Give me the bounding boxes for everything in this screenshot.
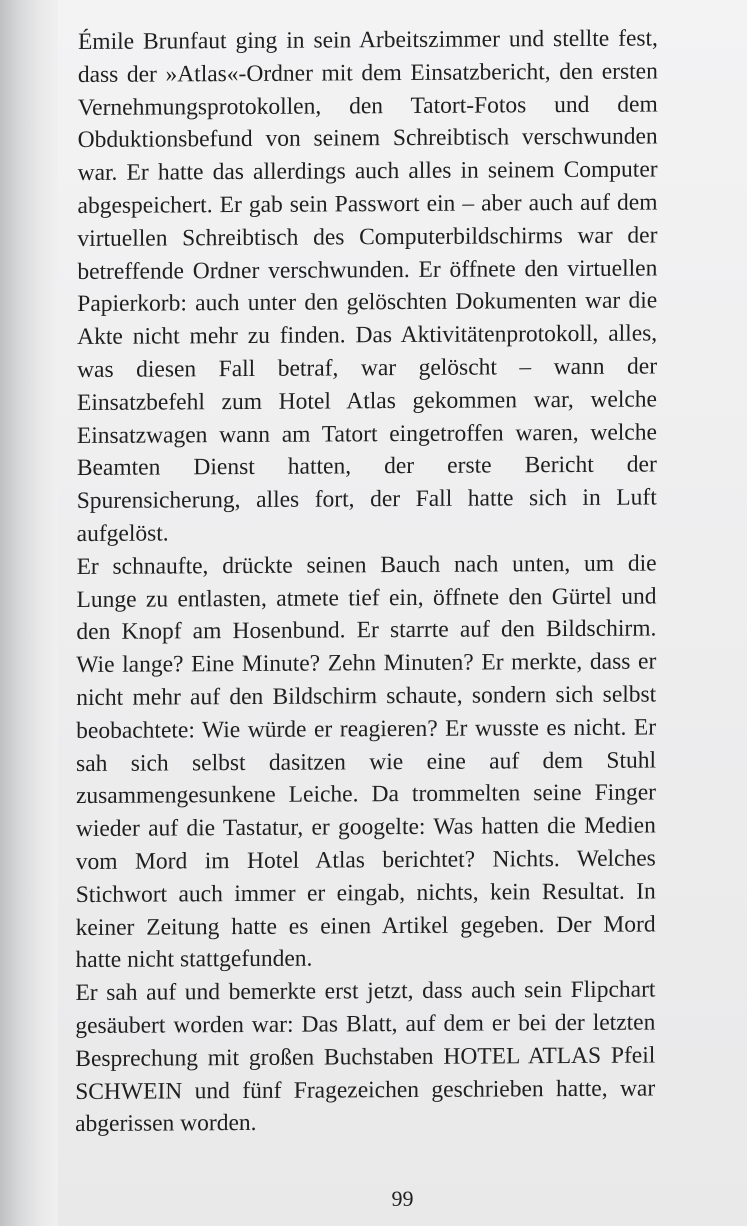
paragraph-2: Er schnaufte, drückte seinen Bauch nach unten, um die Lunge zu entlasten, atmete tief ein, öffnete den Gürtel und den Knopf am Hosenbund. Er starrte auf den Bildschirm. Wie lange? Eine Minute? Zehn Minuten? Er merkte, dass er nicht mehr auf den Bildschirm schaute, sondern sich selbst beobachtete: Wie würde er reagieren? Er wusste es nicht. Er sah sich selbst dasitzen wie eine auf dem Stuhl zusammengesunkene Leiche. Da trommelten seine Finger wieder auf die Tastatur, er googelte: Was hatten die Medien vom Mord im Hotel Atlas berichtet? Nichts. Welches Stichwort auch immer er eingab, nichts, kein Resultat. In keiner Zeitung hatte es einen Artikel gegeben. Der Mord hatte nicht stattgefunden. [75,550,657,974]
paragraph-1: Émile Brunfaut ging in sein Arbeitszimmer und stellte fest, dass der »Atlas«-Ordner mit dem Einsatzbericht, den ersten Vernehmungsprotokollen, den Tatort-Fotos und dem Obduktionsbefund von seinem Schreibtisch verschwunden war. Er hatte das allerdings auch alles in seinem Computer abgespeichert. Er gab sein Passwort ein – aber auch auf dem virtuellen Schreibtisch des Computerbildschirms war der betreffende Ordner verschwunden. Er öffnete den virtuellen Papierkorb: auch unter den gelöschten Dokumenten war die Akte nicht mehr zu finden. Das Aktivitätenprotokoll, alles, was diesen Fall betraf, war gelöscht – wann der Einsatzbefehl zum Hotel Atlas gekommen war, welche Einsatzwagen wann am Tatort eingetroffen waren, welche Beamten Dienst hatten, der erste Bericht der Spurensicherung, alles fort, der Fall hatte sich in Luft aufgelöst. [76,25,658,547]
book-page [58,0,747,1226]
page-number: 99 [391,1186,414,1211]
paragraph-3: Er sah auf und bemerkte erst jetzt, dass auch sein Flipchart gesäubert worden war: Das Blatt, auf dem er bei der letzten Besprechung mit großen Buchstaben HOTEL ATLAS Pfeil SCHWEIN und fünf Fragezeichen geschrieben hatte, war abgerissen worden. [75,976,656,1138]
body-text [75,22,658,1141]
book-gutter-shadow [0,0,58,1226]
